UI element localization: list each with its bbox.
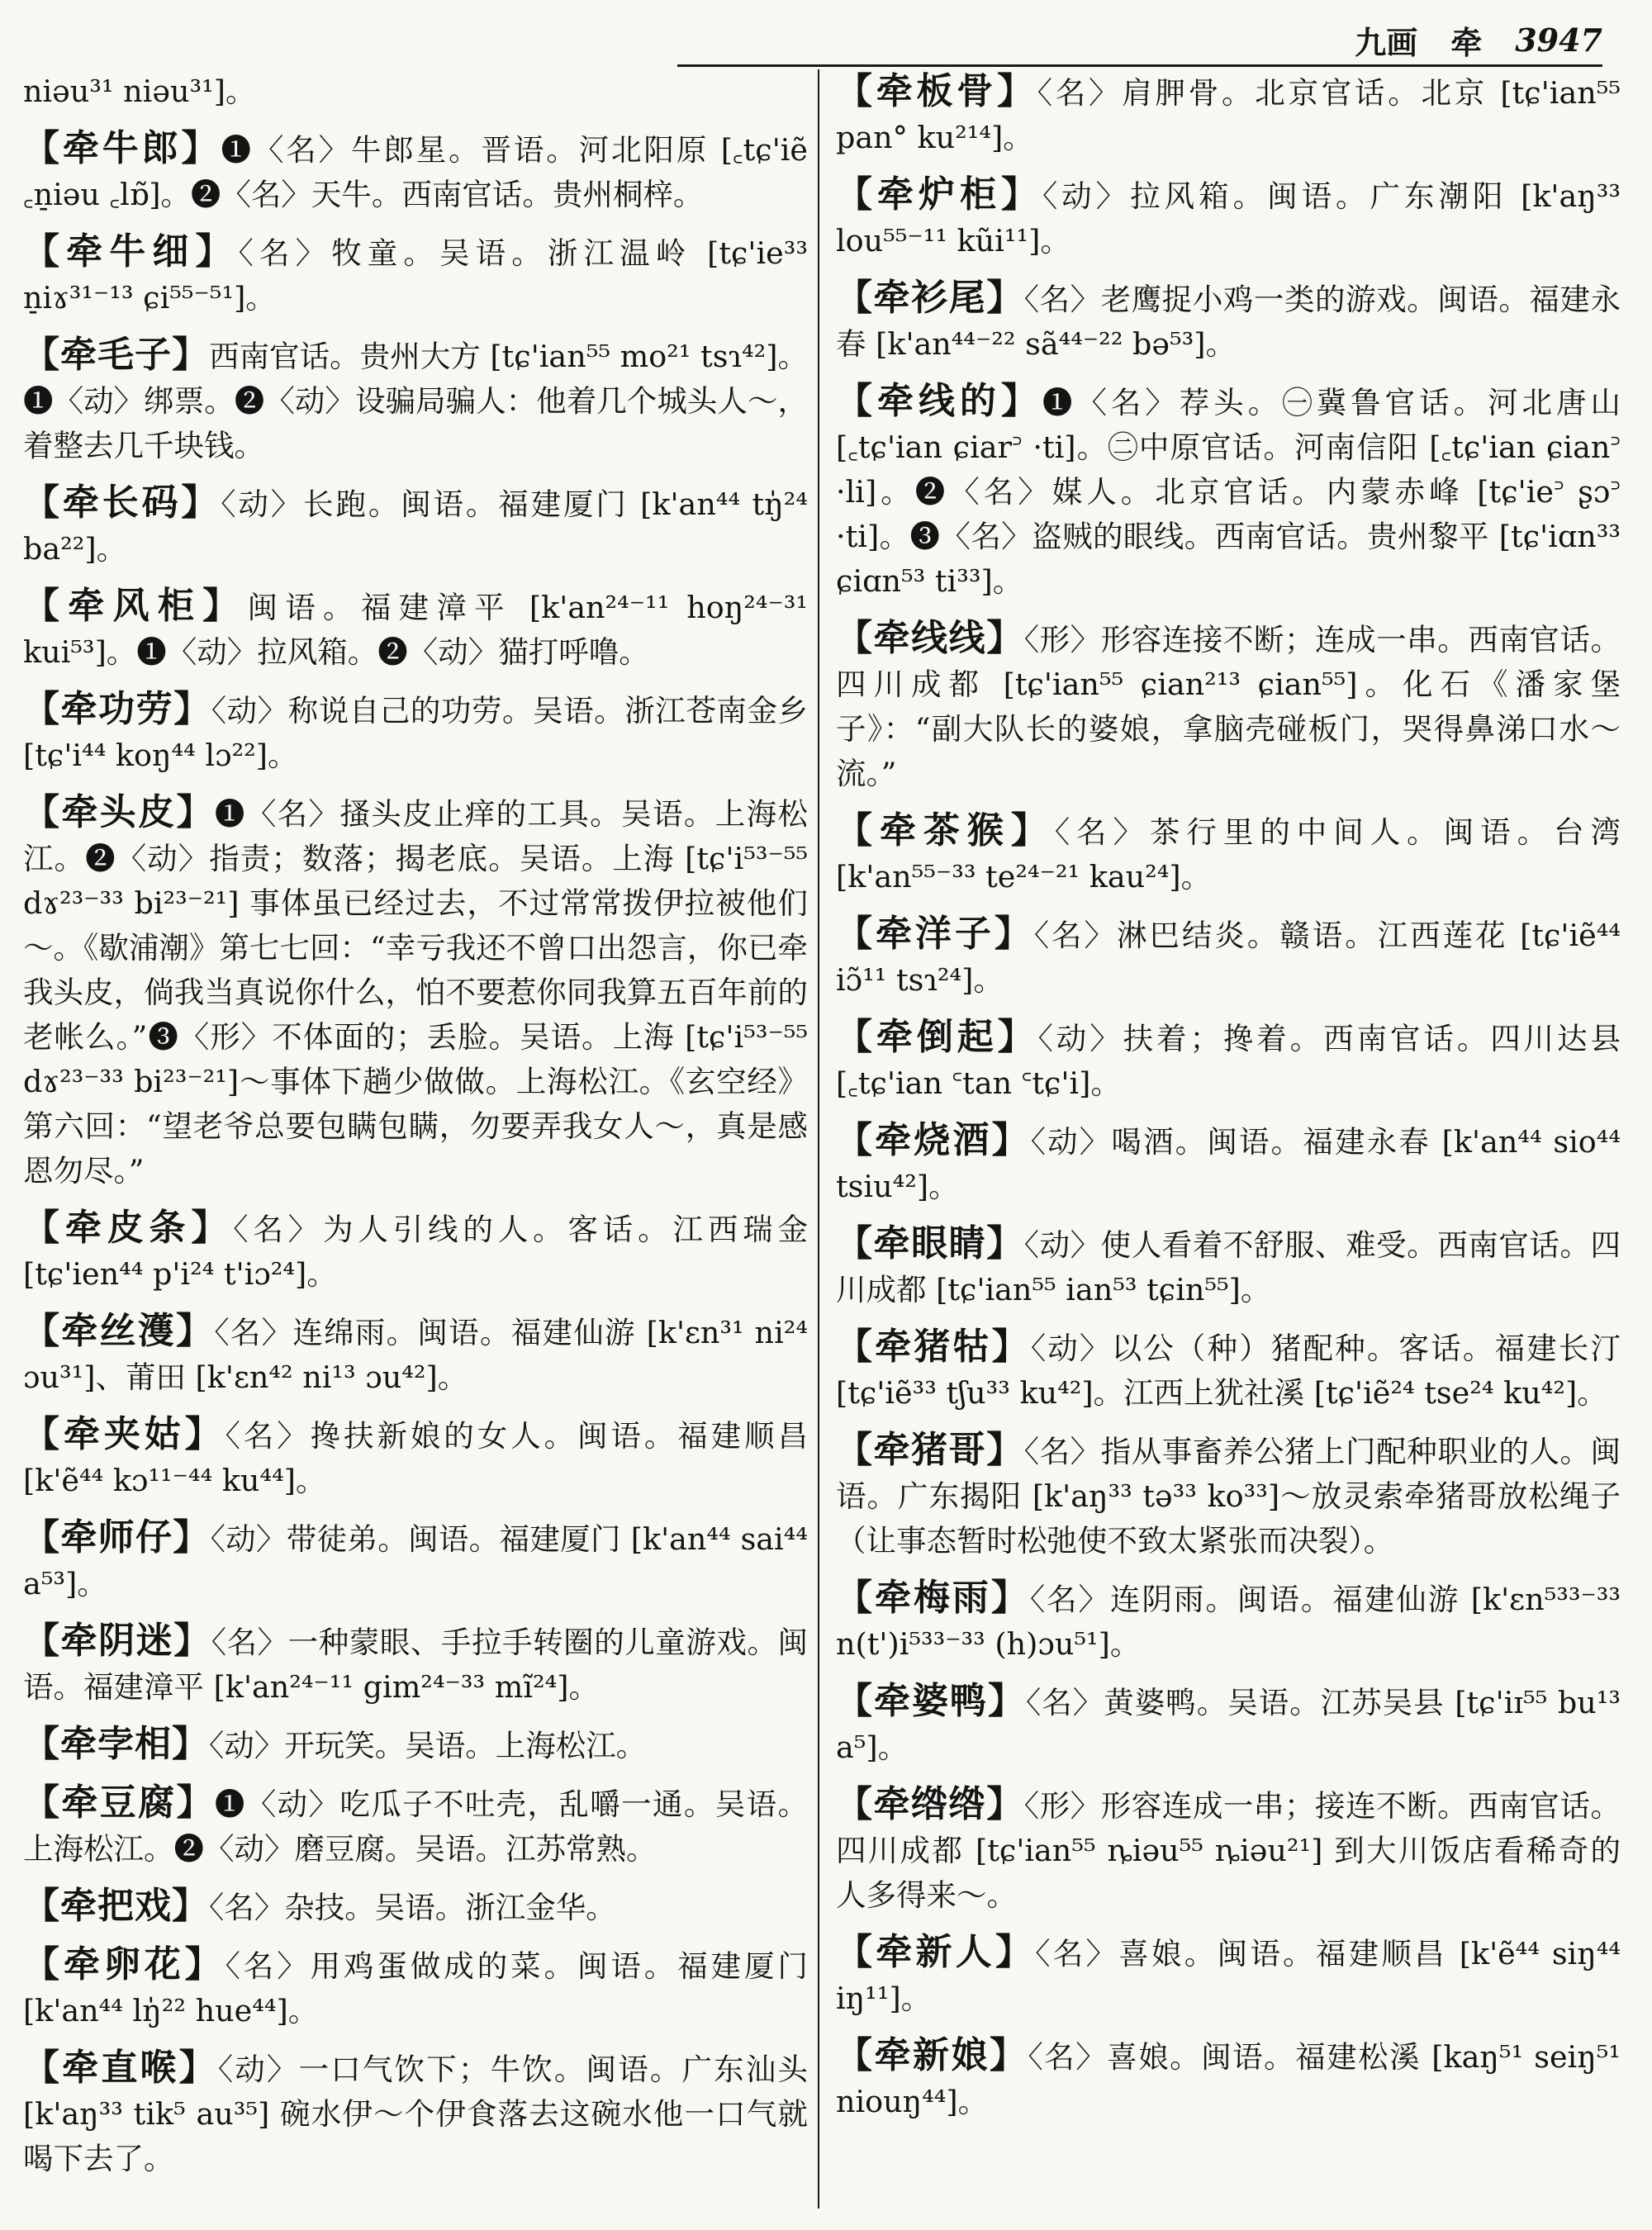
headword: 【牵眼睛】 <box>836 1222 1024 1264</box>
entry-body: 〈名〉用鸡蛋做成的菜。闽语。福建厦门 [k'an⁴⁴ lŋ̍²² hue⁴⁴]。 <box>23 1948 809 2028</box>
headword: 【牵婆鸭】 <box>836 1680 1026 1722</box>
section-label: 九画 <box>1355 23 1418 61</box>
entry <box>23 584 808 675</box>
entry <box>23 687 808 778</box>
entry <box>23 126 808 217</box>
headword: 【牵新娘】 <box>836 2034 1028 2076</box>
radical-char: 牵 <box>1450 23 1483 61</box>
entry <box>23 1884 808 1930</box>
entry-body: 〈名〉杂技。吴语。浙江金华。 <box>209 1890 616 1925</box>
headword: 【牵师仔】 <box>23 1516 211 1559</box>
entry-body: 〈动〉带徒弟。闽语。福建厦门 [k'an⁴⁴ sai⁴⁴ a⁵³]。 <box>23 1521 808 1601</box>
headword: 【牵丝濩】 <box>23 1310 215 1352</box>
entry <box>23 1412 808 1503</box>
entry <box>836 1930 1621 2021</box>
entry <box>23 2046 808 2181</box>
headword: 【牵衫尾】 <box>836 277 1024 319</box>
entry-body: 〈动〉拉风箱。闽语。广东潮阳 [k'aŋ³³ lou⁵⁵⁻¹¹ kũi¹¹]。 <box>836 178 1621 259</box>
entry-body: 〈动〉扶着；搀着。西南官话。四川达县 [꜀tɕ'ian ꜂tan ꜂tɕ'i]。 <box>836 1021 1621 1101</box>
entry <box>23 230 808 320</box>
headword: 【牵线线】 <box>836 617 1024 659</box>
entry-body: 西南官话。贵州大方 [tɕ'ian⁵⁵ mo²¹ tsɿ⁴²]。❶〈动〉绑票。❷〈动〉设骗局骗人：他着几个城头人～，着整去几千块钱。 <box>23 339 809 463</box>
entry <box>23 333 808 468</box>
entry-body: 〈动〉喝酒。闽语。福建永春 [k'an⁴⁴ sio⁴⁴ tsiu⁴²]。 <box>836 1124 1621 1204</box>
headword: 【牵洋子】 <box>836 913 1034 955</box>
headword: 【牵绺绺】 <box>836 1783 1024 1825</box>
headword: 【牵梅雨】 <box>836 1577 1030 1619</box>
entry-body: ❶〈动〉吃瓜子不吐壳，乱嚼一通。吴语。上海松江。❷〈动〉磨豆腐。吴语。江苏常熟。 <box>23 1786 809 1867</box>
entry <box>836 2033 1621 2124</box>
entry-body: 〈名〉连绵雨。闽语。福建仙游 [k'ɛn³¹ ni²⁴ ɔu³¹]、莆田 [k'ɛn⁴² ni¹³ ɔu⁴²]。 <box>23 1315 809 1395</box>
entry <box>23 1206 808 1297</box>
entry-body: 〈名〉喜娘。闽语。福建松溪 [kaŋ⁵¹ seiŋ⁵¹ niouŋ⁴⁴]。 <box>836 2039 1621 2119</box>
headword: 【牵烧酒】 <box>836 1119 1031 1161</box>
entry <box>836 1325 1621 1416</box>
headword: 【牵头皮】 <box>23 791 215 833</box>
entry-body: 〈形〉形容连接不断；连成一串。西南官话。四川成都 [tɕ'ian⁵⁵ ɕian²¹³ ɕian⁵⁵]。化石《潘家堡子》：“副大队长的婆娘，拿脑壳碰板门，哭得鼻涕口水～流。” <box>836 622 1621 791</box>
entry-body: 闽语。福建漳平 [k'an²⁴⁻¹¹ hoŋ²⁴⁻³¹ kui⁵³]。❶〈动〉拉风箱。❷〈动〉猫打呼噜。 <box>23 590 808 670</box>
headword: 【牵卵花】 <box>23 1943 225 1986</box>
headword: 【牵猪牯】 <box>836 1326 1031 1368</box>
headword: 【牵直喉】 <box>23 2047 218 2089</box>
headword: 【牵豆腐】 <box>23 1782 215 1824</box>
headword: 【牵倒起】 <box>836 1016 1038 1058</box>
entry-body: 〈动〉一口气饮下；牛饮。闽语。广东汕头 [k'aŋ³³ tik⁵ au³⁵] 碗水伊～个伊食落去这碗水他一口气就喝下去了。 <box>23 2052 809 2176</box>
entry <box>836 276 1621 367</box>
headword: 【牵茶猴】 <box>836 809 1055 852</box>
left-column <box>23 69 808 2194</box>
headword: 【牵把戏】 <box>23 1885 209 1927</box>
right-column <box>836 69 1621 2137</box>
entry-body: 〈名〉牧童。吴语。浙江温岭 [tɕ'ie³³ n̠iɤ³¹⁻¹³ ɕi⁵⁵⁻⁵¹]。 <box>23 235 809 316</box>
entry <box>836 1679 1621 1770</box>
entry <box>23 1722 808 1768</box>
entry-body: 〈名〉连阴雨。闽语。福建仙游 [k'ɛn⁵³³⁻³³ n(t')i⁵³³⁻³³ (h)ɔu⁵¹]。 <box>836 1582 1621 1662</box>
entry <box>836 173 1621 263</box>
headword: 【牵夹姑】 <box>23 1413 225 1455</box>
entry <box>836 1576 1621 1667</box>
entry-body: 〈名〉指从事畜养公猪上门配种职业的人。闽语。广东揭阳 [k'aŋ³³ tə³³ ko³³]～放灵索牵猪哥放松绳子（让事态暂时松弛使不致太紧张而决裂）。 <box>836 1434 1621 1559</box>
entry-body: 〈名〉喜娘。闽语。福建顺昌 [k'ẽ⁴⁴ siŋ⁴⁴ iŋ¹¹]。 <box>836 1936 1621 2016</box>
entry <box>23 790 808 1193</box>
entry-body: 〈名〉淋巴结炎。赣语。江西莲花 [tɕ'iẽ⁴⁴ iɔ̃¹¹ tsɿ²⁴]。 <box>836 918 1621 998</box>
entry-body: 〈名〉肩胛骨。北京官话。北京 [tɕ'ian⁵⁵ pan° ku²¹⁴]。 <box>836 75 1621 155</box>
headword: 【牵功劳】 <box>23 688 211 730</box>
headword: 【牵线的】 <box>836 380 1042 422</box>
entry <box>836 1782 1621 1918</box>
headword: 【牵皮条】 <box>23 1207 234 1249</box>
column-divider <box>818 69 819 2209</box>
entry <box>836 379 1621 604</box>
entry <box>836 912 1621 1003</box>
page-number: 3947 <box>1515 21 1602 59</box>
entry-continued <box>23 69 808 114</box>
entry-body: 〈动〉以公（种）猪配种。客话。福建长汀 [tɕ'iẽ³³ tʃu³³ ku⁴²]。江西上犹社溪 [tɕ'iẽ²⁴ tse²⁴ ku⁴²]。 <box>836 1331 1621 1411</box>
page-header <box>677 15 1602 67</box>
entry <box>836 616 1621 796</box>
headword: 【牵猪哥】 <box>836 1429 1024 1471</box>
headword: 【牵牛郎】 <box>23 127 221 169</box>
entry <box>836 69 1621 160</box>
entry-body: 〈动〉长跑。闽语。福建厦门 [k'an⁴⁴ tŋ̍²⁴ ba²²]。 <box>23 486 808 567</box>
entry <box>23 1619 808 1710</box>
headword: 【牵新人】 <box>836 1931 1036 1973</box>
entry <box>23 1309 808 1400</box>
entry <box>836 1222 1621 1312</box>
entry-body: 〈名〉为人引线的人。客话。江西瑞金 [tɕ'ien⁴⁴ p'i²⁴ t'iɔ²⁴]。 <box>23 1212 809 1292</box>
entry-body: niəu³¹ niəu³¹]。 <box>23 74 256 109</box>
entry <box>23 1516 808 1606</box>
entry-body: ❶〈名〉牛郎星。晋语。河北阳原 [꜀tɕ'iẽ ꜀n̠iəu ꜀lɒ̃]。❷〈名〉天牛。西南官话。贵州桐梓。 <box>23 132 809 212</box>
entry-body: 〈动〉使人看着不舒服、难受。西南官话。四川成都 [tɕ'ian⁵⁵ ian⁵³ tɕin⁵⁵]。 <box>836 1227 1621 1307</box>
headword: 【牵长码】 <box>23 482 221 524</box>
headword: 【牵阴迷】 <box>23 1620 211 1662</box>
entry-body: 〈名〉老鹰捉小鸡一类的游戏。闽语。福建永春 [k'an⁴⁴⁻²² sã⁴⁴⁻²² bə⁵³]。 <box>836 282 1621 362</box>
headword: 【牵板骨】 <box>836 70 1037 112</box>
entry-body: 〈名〉一种蒙眼、手拉手转圈的儿童游戏。闽语。福建漳平 [k'an²⁴⁻¹¹ gim²⁴⁻³³ mĩ²⁴]。 <box>23 1625 809 1705</box>
entry-body: ❶〈名〉搔头皮止痒的工具。吴语。上海松江。❷〈动〉指责；数落；揭老底。吴语。上海 [tɕ'i⁵³⁻⁵⁵ dɤ²³⁻³³ bi²³⁻²¹] 事体虽已经过去，不过常常拨伊拉被他们～。《歇浦潮》第七七回：“幸亏我还不曾口出怨言，你已牵我头皮，倘我当真说你什么，怕不要惹你同我算五百年前的老帐么。”❸〈形〉不体面的；丢脸。吴语。上海 [tɕ'i⁵³⁻⁵⁵ dɤ²³⁻³³ bi²³⁻²¹]～事体下趟少做做。上海松江。《玄空经》第六回：“望老爷总要包瞒包瞒，勿要弄我女人～，真是感恩勿尽。” <box>23 796 809 1189</box>
entry <box>23 1943 808 2033</box>
entry <box>836 809 1621 899</box>
entry-body: 〈名〉搀扶新娘的女人。闽语。福建顺昌 [k'ẽ⁴⁴ kɔ¹¹⁻⁴⁴ ku⁴⁴]。 <box>23 1418 809 1498</box>
entry <box>836 1428 1621 1563</box>
headword: 【牵风柜】 <box>23 585 248 627</box>
headword: 【牵牛细】 <box>23 230 239 273</box>
entry <box>23 481 808 572</box>
entry-body: 〈动〉称说自己的功劳。吴语。浙江苍南金乡 [tɕ'i⁴⁴ koŋ⁴⁴ lɔ²²]。 <box>23 693 809 773</box>
entry <box>836 1118 1621 1209</box>
entry-body: 〈动〉开玩笑。吴语。上海松江。 <box>209 1728 647 1763</box>
headword: 【牵毛子】 <box>23 334 210 376</box>
entry-body: ❶〈名〉荐头。㊀冀鲁官话。河北唐山 [꜀tɕ'ian ɕiar꜄ ·ti]。㊁中原官话。河南信阳 [꜀tɕ'ian ɕian꜄ ·li]。❷〈名〉媒人。北京官话。内蒙赤峰 [tɕ'ie꜄ ʂɔ꜄ ·ti]。❸〈名〉盗贼的眼线。西南官话。贵州黎平 [tɕ'iɑn³³ ɕiɑn⁵³ ti³³]。 <box>836 385 1621 599</box>
entry-body: 〈名〉茶行里的中间人。闽语。台湾 [k'an⁵⁵⁻³³ te²⁴⁻²¹ kau²⁴]。 <box>836 814 1621 894</box>
entry-body: 〈名〉黄婆鸭。吴语。江苏吴县 [tɕ'iɪ⁵⁵ bu¹³ a⁵]。 <box>836 1685 1621 1765</box>
entry <box>23 1781 808 1872</box>
entry-body: 〈形〉形容连成一串；接连不断。西南官话。四川成都 [tɕ'ian⁵⁵ ȵiəu⁵⁵ ȵiəu²¹] 到大川饭店看稀奇的人多得来～。 <box>836 1788 1621 1913</box>
entry <box>836 1015 1621 1106</box>
headword: 【牵孛相】 <box>23 1723 209 1765</box>
headword: 【牵炉柜】 <box>836 173 1042 216</box>
